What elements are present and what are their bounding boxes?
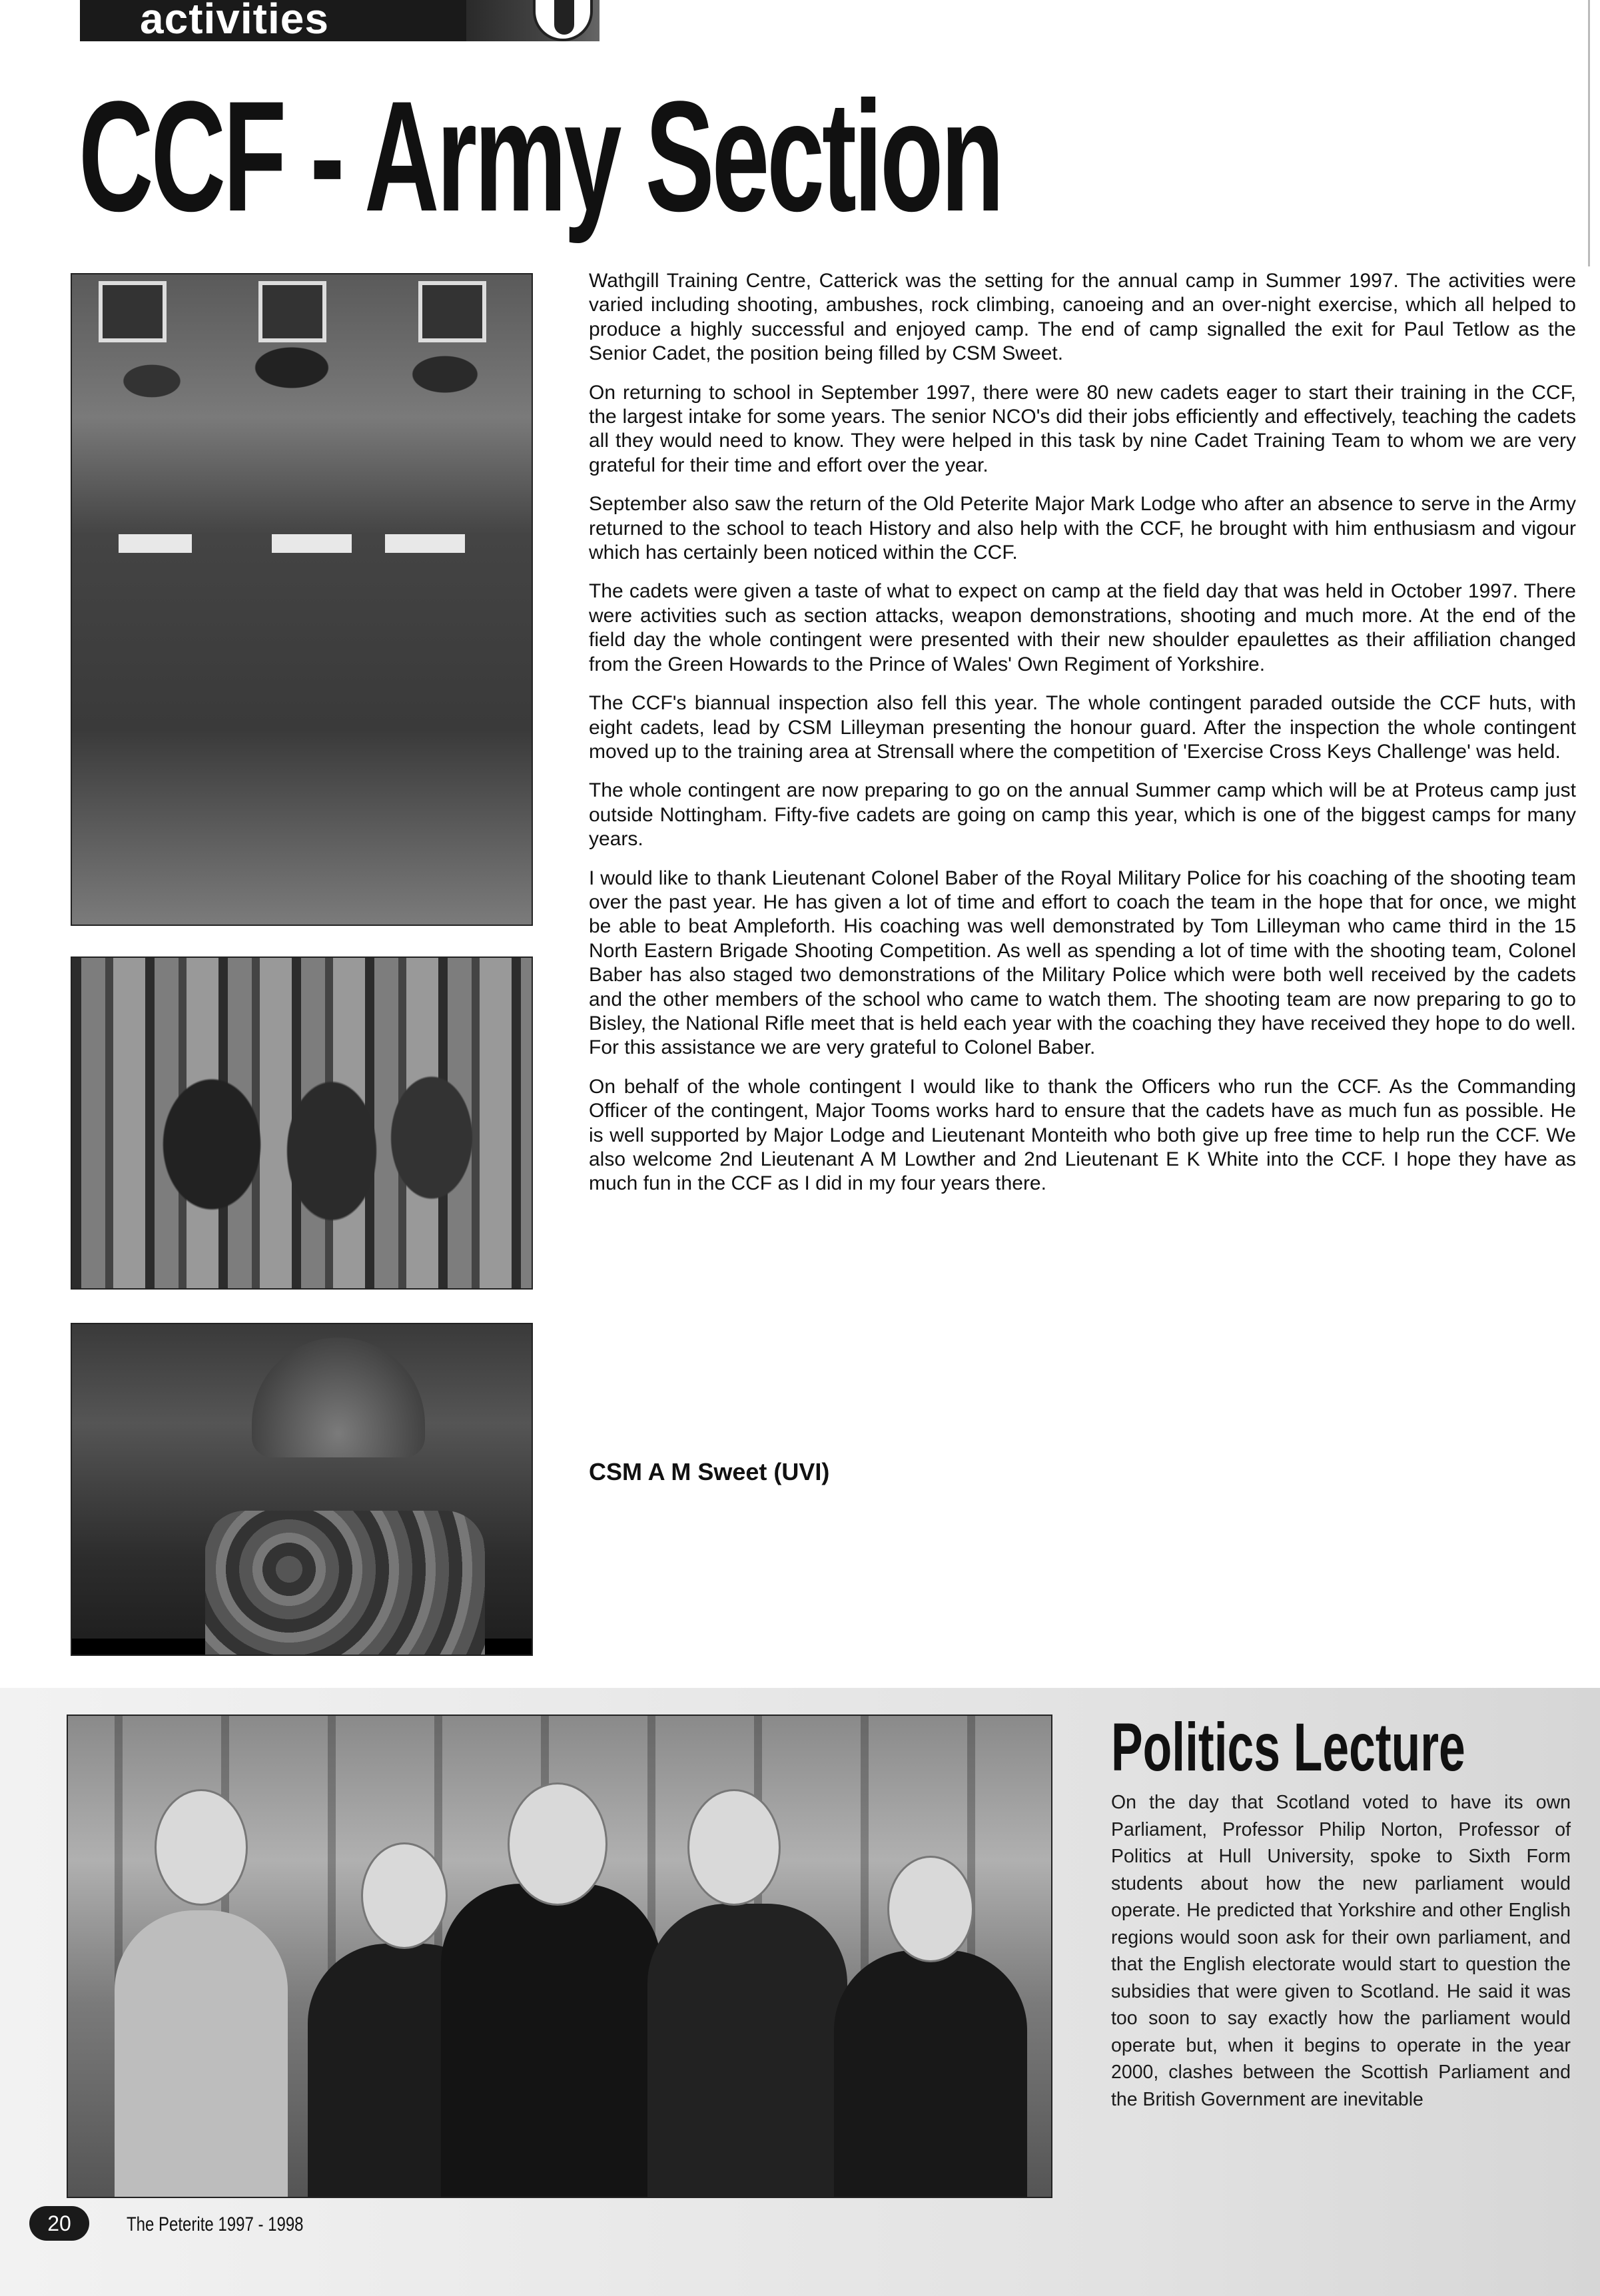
article-paragraph: The whole contingent are now preparing to go on the annual Summer camp which will be at Proteus camp just outside Nottingham. Fifty-five cadets are going on camp this year, which is one of the biggest camps for many years. [589,779,1576,851]
article-paragraph: I would like to thank Lieutenant Colonel Baber of the Royal Military Police for his coaching of the shooting team over the past year. He has given a lot of time and effort to coach the team in the hope that for once, we might be able to beat Ampleforth. His coaching was well demonstrated by Tom Lilleyman who came third in the 15 North Eastern Brigade Shooting Competition. As well as spending a lot of time with the shooting team, Colonel Baber has also staged two demonstrations of the Military Police which were both well received by the cadets and the other members of the school who came to watch them. The shooting team are now preparing to go to Bisley, the National Rifle meet that is held each year with the coaching they have received they hope to do well. For this assistance we are very grateful to Colonel Baber. [589,867,1576,1059]
article-paragraph: The cadets were given a taste of what to expect on camp at the field day that was held in October 1997. There were activities such as section attacks, weapon demonstrations, shooting and much more. At the end of the field day the whole contingent were presented with their new shoulder epaulettes as their affiliation changed from the Green Howards to the Prince of Wales' Own Regiment of Yorkshire. [589,580,1576,675]
article-paragraph: September also saw the return of the Old Peterite Major Mark Lodge who after an absence to serve in the Army returned to the school to teach History and also help with the CCF, he brought with him enthusiasm and vigour which has certainly been noticed within the CCF. [589,493,1576,564]
article-byline: CSM A M Sweet (UVI) [589,1458,830,1485]
publication-footer: The Peterite 1997 - 1998 [127,2213,304,2235]
page-edge-rule [1588,0,1590,266]
cadets-woodland-photo [71,957,533,1290]
politics-lecture-body: On the day that Scotland voted to have its own Parliament, Professor Philip Norton, Professor of Politics at Hull University, spoke to Sixth Form students about how the new parliament would operate. He predicted that Yorkshire and other English regions would soon ask for their own parliament, and that the English electorate would start to question the subsidies that were given to Scotland. He said it was too soon to say exactly how the parliament would operate but, when it begins to operate in the year 2000, clashes between the Scottish Parliament and the British Government are inevitable [1111,1792,1571,2110]
article-paragraph: On behalf of the whole contingent I would like to thank the Officers who run the CCF. As the Commanding Officer of the contingent, Major Tooms works hard to ensure that the cadets have as much fun as possible. He is well supported by Major Lodge and Lieutenant Monteith who both give up free time to help run the CCF. We also welcome 2nd Lieutenant A M Lowther and 2nd Lieutenant E K White into the CCF. I hope they have as much fun in the CCF as I did in my four years there. [589,1075,1576,1195]
article-paragraph: On returning to school in September 1997, there were 80 new cadets eager to start their training in the CCF, the largest intake for some years. The senior NCO's did their jobs efficiently and effectively, teaching the cadets all they would need to know. They were helped in this task by nine Cadet Training Team to whom we are very grateful for their time and effort over the year. [589,381,1576,476]
article-paragraph: Wathgill Training Centre, Catterick was the setting for the annual camp in Summer 1997. The activities were varied including shooting, ambushes, rock climbing, canoeing and an over-night exercise, which all helped to produce a highly successful and enjoyed camp. The end of camp signalled the exit for Paul Tetlow as the Senior Cadet, the position being filled by CSM Sweet. [589,270,1576,365]
cadets-inspection-photo [71,273,533,926]
article-paragraph: The CCF's biannual inspection also fell this year. The whole contingent paraded outside the CCF huts, with eight cadets, lead by CSM Lilleyman presenting the honour guard. After the inspection the whole contingent moved up to the training area at Strensall where the competition of 'Exercise Cross Keys Challenge' was held. [589,692,1576,763]
politics-lecture-title: Politics Lecture [1111,1709,1465,1785]
section-tab-label: activities [80,0,466,41]
page-number-badge: 20 [29,2206,89,2241]
politics-group-photo [67,1715,1052,2198]
page-title: CCF - Army Section [79,69,1002,244]
article-body [589,269,1576,1211]
camouflaged-cadet-photo [71,1323,533,1656]
